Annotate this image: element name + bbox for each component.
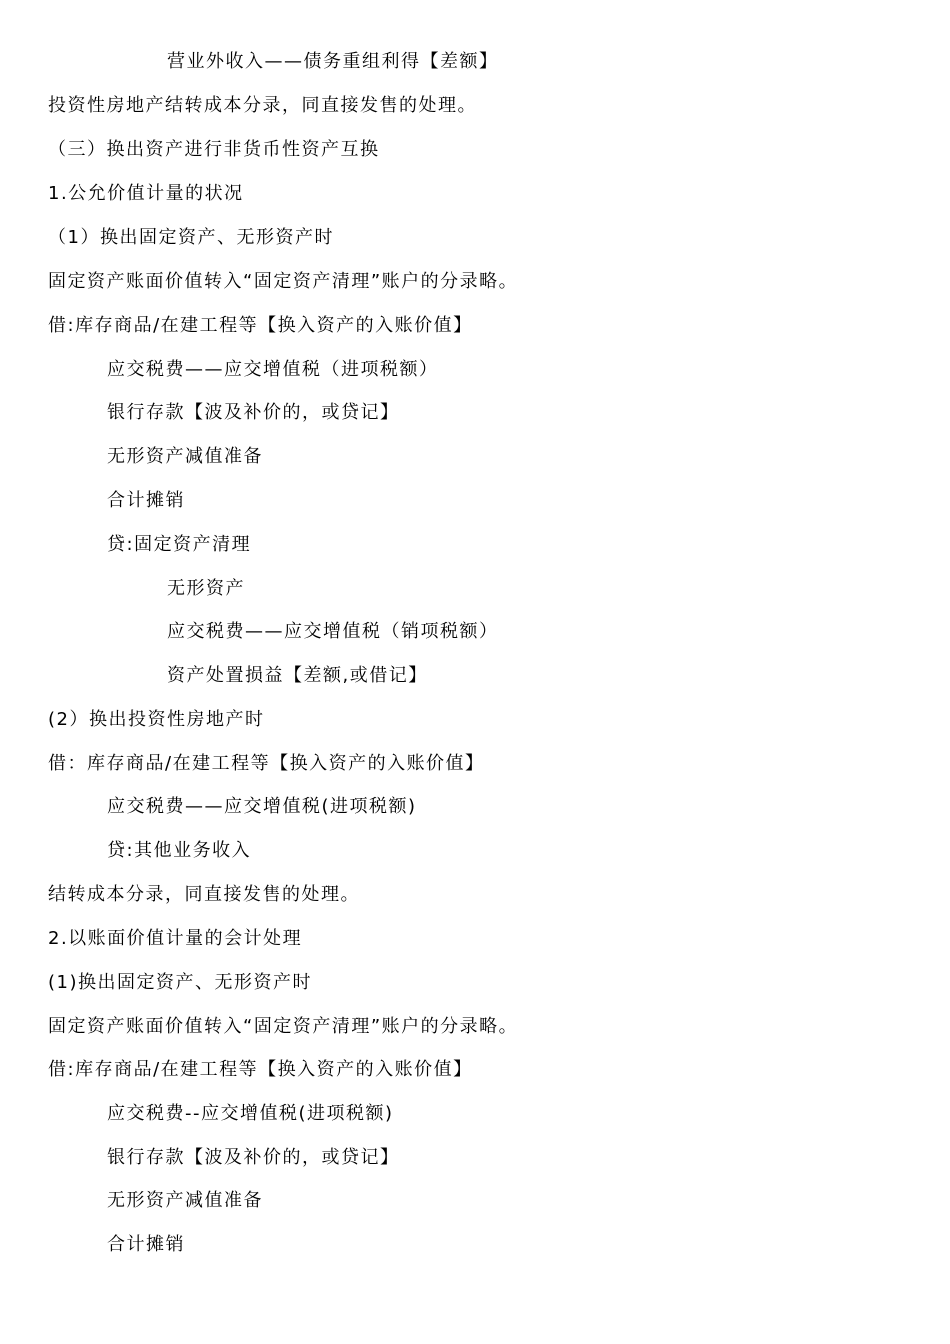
text-line: 固定资产账面价值转入“固定资产清理”账户的分录略。 [48, 1016, 519, 1037]
item-heading: （1）换出固定资产、无形资产时 [48, 227, 334, 248]
text-line: 固定资产账面价值转入“固定资产清理”账户的分录略。 [48, 271, 519, 292]
section-heading: （三）换出资产进行非货币性资产互换 [48, 139, 380, 160]
journal-line: 银行存款【波及补价的，或贷记】 [107, 402, 400, 423]
journal-debit-line: 借:库存商品/在建工程等【换入资产的入账价值】 [48, 1059, 473, 1080]
journal-line: 无形资产减值准备 [107, 446, 263, 467]
journal-line: 无形资产减值准备 [107, 1190, 263, 1211]
journal-debit-line: 借:库存商品/在建工程等【换入资产的入账价值】 [48, 315, 473, 336]
text-line: 投资性房地产结转成本分录，同直接发售的处理。 [48, 95, 477, 116]
journal-line: 无形资产 [167, 578, 245, 599]
journal-debit-line: 借：库存商品/在建工程等【换入资产的入账价值】 [48, 753, 485, 774]
subsection-heading: 2.以账面价值计量的会计处理 [48, 928, 303, 949]
journal-line: 应交税费--应交增值税(进项税额) [107, 1103, 394, 1124]
journal-line: 应交税费——应交增值税(进项税额) [107, 796, 417, 817]
item-heading: (2）换出投资性房地产时 [48, 709, 265, 730]
journal-line: 资产处置损益【差额,或借记】 [167, 665, 428, 686]
subsection-heading: 1.公允价值计量的状况 [48, 183, 244, 204]
journal-line: 银行存款【波及补价的，或贷记】 [107, 1147, 400, 1168]
journal-line: 应交税费——应交增值税（进项税额） [107, 359, 439, 380]
text-line: 营业外收入——债务重组利得【差额】 [167, 51, 499, 72]
journal-line: 合计摊销 [107, 1234, 185, 1255]
text-line: 结转成本分录，同直接发售的处理。 [48, 884, 360, 905]
journal-line: 应交税费——应交增值税（销项税额） [167, 621, 499, 642]
journal-credit-line: 贷:其他业务收入 [107, 840, 252, 861]
journal-credit-line: 贷:固定资产清理 [107, 534, 252, 555]
journal-line: 合计摊销 [107, 490, 185, 511]
item-heading: (1)换出固定资产、无形资产时 [48, 972, 312, 993]
